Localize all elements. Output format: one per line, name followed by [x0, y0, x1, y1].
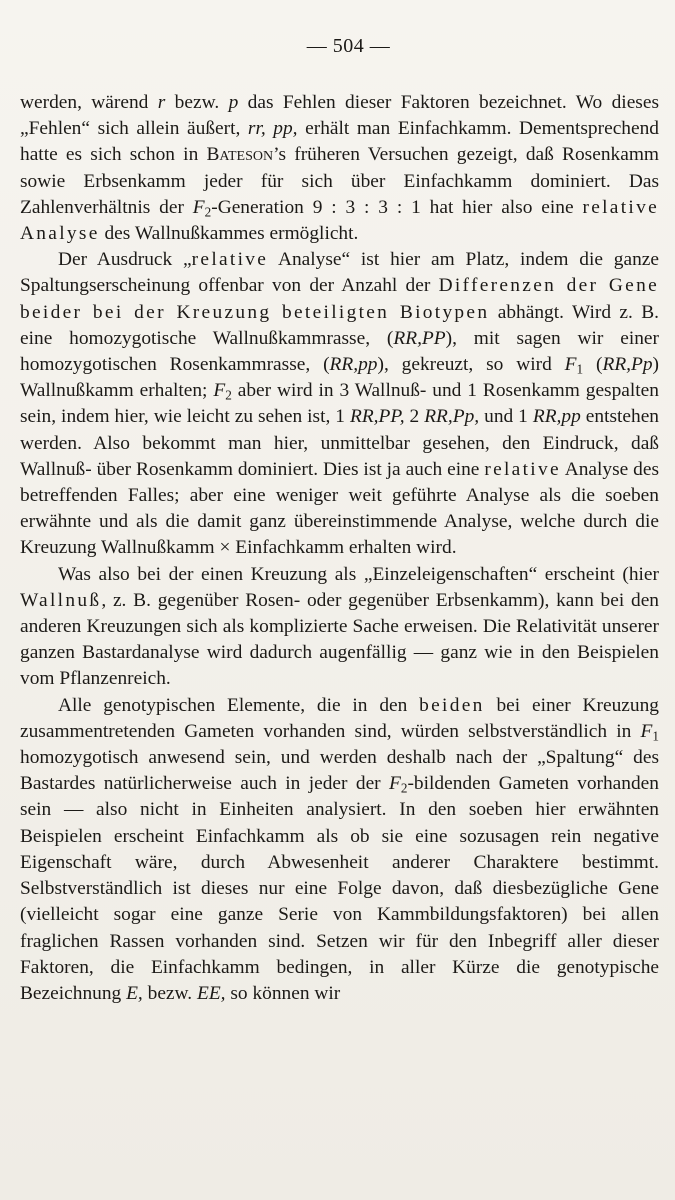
italic-run: F	[389, 773, 401, 795]
text-run: Der Ausdruck „	[58, 249, 192, 271]
italic-run: r	[157, 92, 166, 113]
subscript-run: 1	[652, 728, 659, 744]
text-run: entstehen werden. Also bekommt man hier, unmittelbar gesehen, den Eindruck, daß Wallnuß- über Rosenkamm dominiert. Dies ist ja auch eine	[20, 406, 660, 480]
text-run: , z. B. gegenüber Rosen- oder gegenüber Erbsenkamm), kann bei den anderen Kreuzungen sich als komplizierte Sache erweisen. Die Relativität unserer ganzen Bastardanalyse wird dadurch augenfällig — ganz wie in den Beispielen vom Pflanzenreich.	[20, 589, 659, 690]
paragraph	[20, 247, 659, 561]
small-caps-run: Bateson	[206, 144, 274, 166]
italic-run: p	[228, 92, 239, 113]
subscript-run: 1	[576, 361, 584, 377]
text-run: homozygotisch anwesend sein, und werden deshalb nach der „Spaltung“ des Bastardes natürlicherweise auch in jeder der	[20, 747, 659, 795]
text-run: werden, wärend	[20, 92, 158, 113]
subscript-run: 2	[204, 204, 212, 220]
text-run: (	[583, 354, 603, 376]
text-run: bei einer Kreuzung zusammentretenden Gameten vorhanden sind, würden selbstverständlich in	[20, 694, 659, 742]
text-run: ), gekreuzt, so wird	[377, 354, 565, 376]
text-run: und 1	[479, 406, 533, 428]
italic-run: RR,pp	[329, 354, 378, 376]
text-run: Analyse des betreffenden Falles; aber eine weniger weit geführte Analyse als die soeben erwähnte und als die damit ganz übereinstimmende Analyse, welche durch die Kreuzung Wallnußkamm × Einfachkamm erhalten wird.	[20, 458, 660, 559]
spaced-run: relative Analyse	[20, 196, 659, 245]
text-run: bezw.	[142, 982, 197, 1004]
text-run: das Fehlen dieser Faktoren bezeichnet. Wo dieses „Fehlen“ sich allein äußert,	[20, 92, 659, 140]
text-run: so können wir	[225, 982, 341, 1004]
text-run: Analyse“ ist hier am Platz, indem die ganze Spaltungserscheinung offenbar von der Anzahl der	[20, 249, 660, 297]
text-run: ), mit sagen wir einer homozygotischen Rosenkammrasse, (	[20, 327, 659, 376]
italic-run: F	[213, 380, 226, 402]
text-run: aber wird in 3 Wallnuß- und 1 Rosenkamm gespalten sein, indem hier, wie leicht zu sehen ist, 1	[20, 380, 659, 428]
subscript-run: 2	[400, 780, 408, 796]
spaced-run: Wallnuß	[20, 589, 102, 611]
text-run: bezw.	[165, 92, 229, 113]
text-run: abhängt. Wird z. B. eine homozygotische Wallnußkammrasse, (	[20, 301, 659, 349]
paragraph	[20, 90, 659, 247]
italic-run: F	[192, 196, 205, 218]
paragraph	[20, 693, 659, 1007]
spaced-run: Differenzen der Gene beider bei der Kreuzung beteiligten Biotypen	[20, 275, 659, 323]
italic-run: EE,	[196, 982, 226, 1004]
spaced-run: beiden	[419, 694, 485, 716]
italic-run: RR,Pp	[602, 354, 653, 376]
body-text	[20, 90, 659, 1007]
italic-run: RR,pp	[532, 406, 581, 428]
italic-run: RR,Pp,	[424, 406, 480, 428]
text-run: Was also bei der einen Kreuzung als „Einzeleigenschaften“ erscheint (hier	[58, 563, 659, 585]
text-run: -Generation 9 : 3 : 3 : 1 hat hier also eine	[211, 196, 583, 218]
italic-run: F	[564, 354, 577, 376]
text-run: Alle genotypischen Elemente, die in den	[58, 694, 420, 716]
paragraph	[20, 562, 659, 693]
text-run: ’s früheren Versuchen gezeigt, daß Rosenkamm sowie Erbsenkamm jeder für sich über Einfachkamm dominiert. Das Zahlenverhältnis der	[20, 144, 659, 218]
spaced-run: relative	[484, 458, 561, 480]
italic-run: RR,PP,	[349, 406, 405, 428]
italic-run: RR,PP	[393, 327, 446, 349]
text-run: erhält man Einfachkamm. Dementsprechend hatte es sich schon in	[20, 118, 659, 166]
text-run: des Wallnußkammes ermöglicht.	[99, 223, 359, 245]
italic-run: rr, pp,	[247, 118, 298, 140]
italic-run: F	[640, 720, 653, 742]
text-run: ) Wallnußkamm erhalten;	[20, 354, 660, 402]
page-number: — 504 —	[306, 35, 391, 57]
subscript-run: 2	[225, 387, 232, 403]
spaced-run: relative	[191, 249, 269, 271]
text-run: 2	[404, 406, 425, 428]
italic-run: E,	[126, 982, 143, 1004]
text-run: -bildenden Gameten vorhanden sein — also nicht in Einheiten analysiert. In den soeben hier erwähnten Beispielen erscheint Einfachkamm als ob sie eine sozusagen rein negative Eigenschaft wäre, durch Abwesenheit anderer Charaktere bestimmt. Selbstverständlich ist dieses nur eine Folge davon, daß diesbezügliche Gene (vielleicht sogar eine ganze Serie von Kammbildungsfaktoren) bei allen fraglichen Rassen vorhanden sind. Setzen wir für den Inbegriff aller dieser Faktoren, die Einfachkamm bedingen, in aller Kürze die genotypische Bezeichnung	[20, 773, 659, 1004]
